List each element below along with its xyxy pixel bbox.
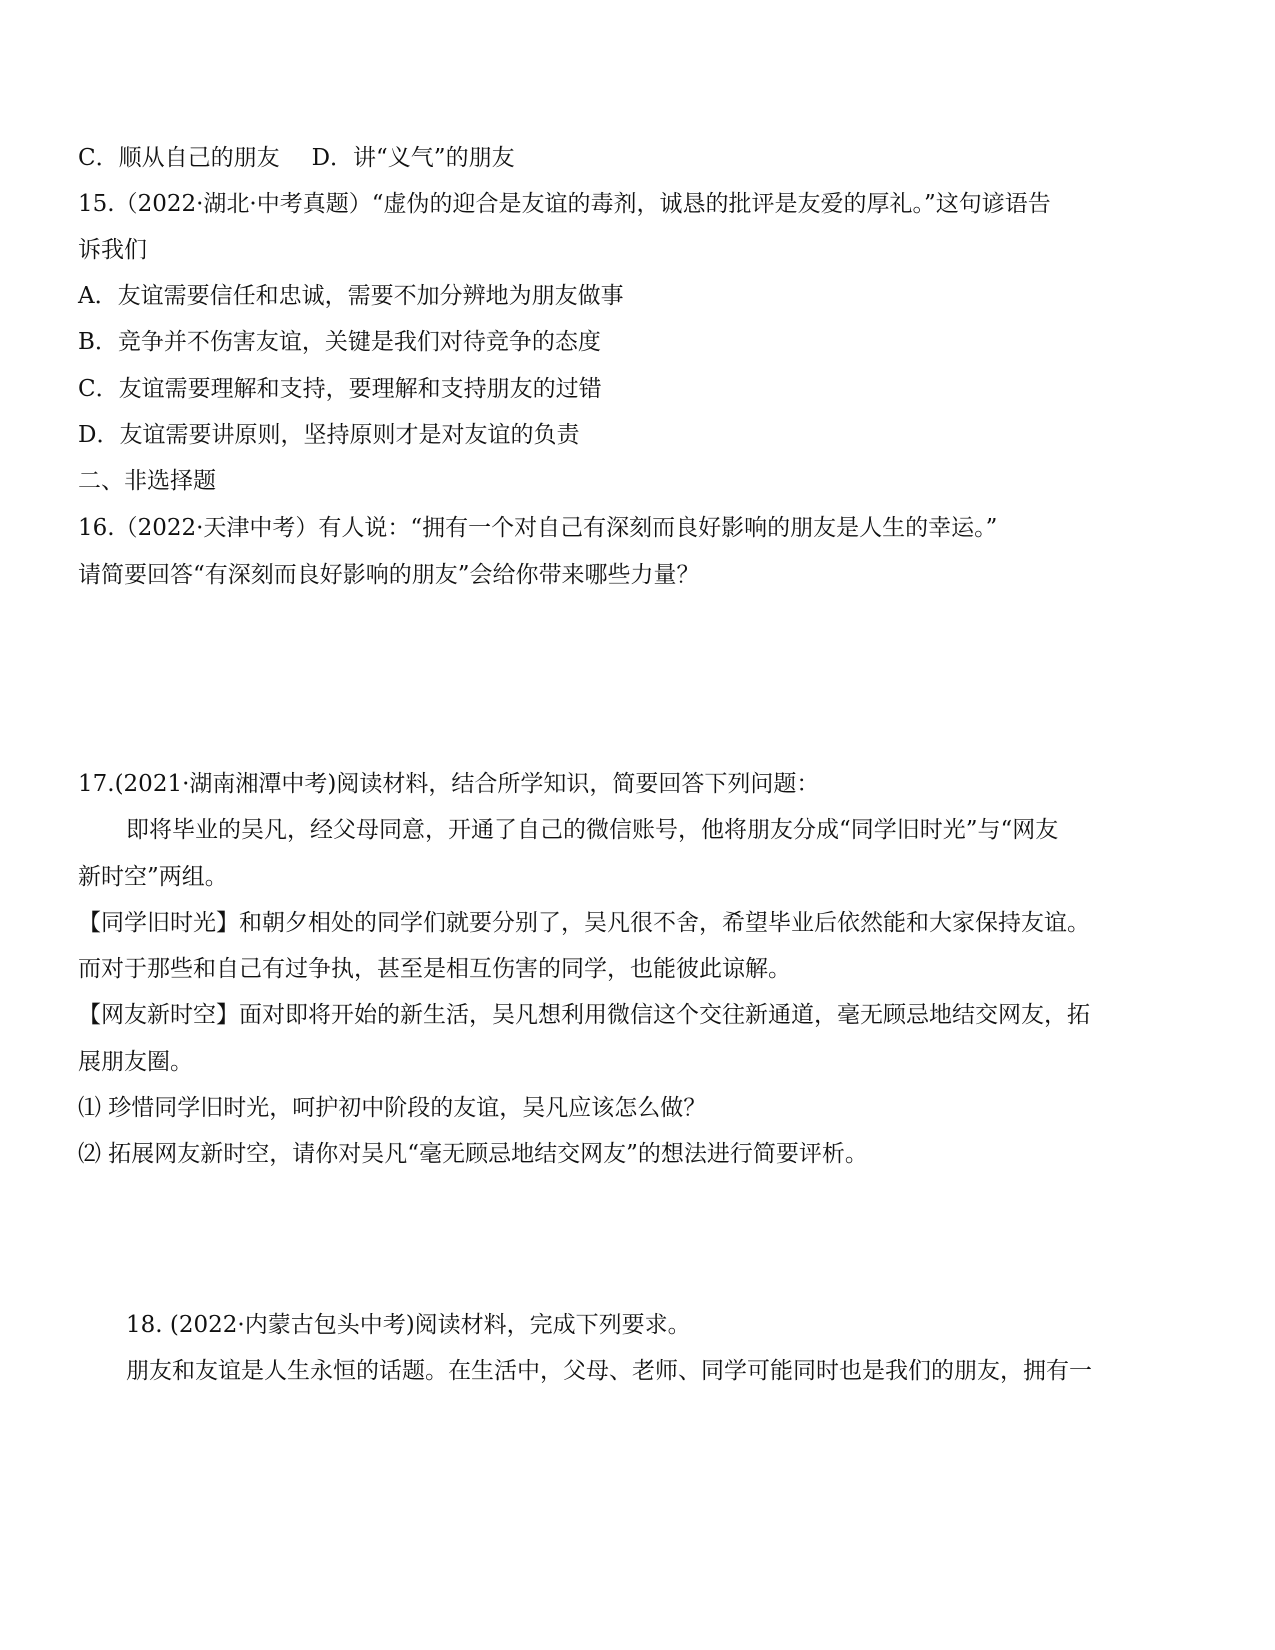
q18-stem: 18. (2022·内蒙古包头中考)阅读材料，完成下列要求。 xyxy=(126,1312,691,1338)
q15-stem-line1: 15.（2022·湖北·中考真题）“虚伪的迎合是友谊的毒剂，诚恳的批评是友爱的厚礼。”这句谚语告 xyxy=(78,191,1051,217)
q17-subquestion-2: ⑵ 拓展网友新时空，请你对吴凡“毫无顾忌地结交网友”的想法进行简要评析。 xyxy=(78,1141,868,1167)
q15-stem-line2: 诉我们 xyxy=(78,237,147,263)
q16-line2: 请简要回答“有深刻而良好影响的朋友”会给你带来哪些力量？ xyxy=(78,562,700,588)
q17-para1-line1: 即将毕业的吴凡，经父母同意，开通了自己的微信账号，他将朋友分成“同学旧时光”与“网友 xyxy=(126,817,1059,843)
q17-para2-line2: 而对于那些和自己有过争执，甚至是相互伤害的同学，也能彼此谅解。 xyxy=(78,956,791,982)
q14-option-d: D．讲“义气”的朋友 xyxy=(311,145,515,171)
q17-para1-line2: 新时空”两组。 xyxy=(78,864,228,890)
q15-option-b: B．竞争并不伤害友谊，关键是我们对待竞争的态度 xyxy=(78,329,601,355)
q15-option-d: D．友谊需要讲原则，坚持原则才是对友谊的负责 xyxy=(78,422,580,448)
section-heading: 二、非选择题 xyxy=(78,468,216,494)
q17-para3-line1: 【网友新时空】面对即将开始的新生活，吴凡想利用微信这个交往新通道，毫无顾忌地结交网友，拓 xyxy=(78,1002,1090,1028)
q14-options-row xyxy=(78,143,515,173)
q17-para3-line2: 展朋友圈。 xyxy=(78,1049,193,1075)
q14-option-c: C．顺从自己的朋友 xyxy=(78,145,280,171)
q17-subquestion-1: ⑴ 珍惜同学旧时光，呵护初中阶段的友谊，吴凡应该怎么做？ xyxy=(78,1095,707,1121)
q16-line1: 16.（2022·天津中考）有人说：“拥有一个对自己有深刻而良好影响的朋友是人生的幸运。” xyxy=(78,515,998,541)
q15-option-c: C．友谊需要理解和支持，要理解和支持朋友的过错 xyxy=(78,376,602,402)
q15-option-a: A．友谊需要信任和忠诚，需要不加分辨地为朋友做事 xyxy=(78,283,624,309)
q18-para1-line1: 朋友和友谊是人生永恒的话题。在生活中，父母、老师、同学可能同时也是我们的朋友，拥有一 xyxy=(126,1358,1092,1384)
q17-para2-line1: 【同学旧时光】和朝夕相处的同学们就要分别了，吴凡很不舍，希望毕业后依然能和大家保持友谊。 xyxy=(78,910,1090,936)
q17-stem: 17.(2021·湖南湘潭中考)阅读材料，结合所学知识，简要回答下列问题： xyxy=(78,771,820,797)
